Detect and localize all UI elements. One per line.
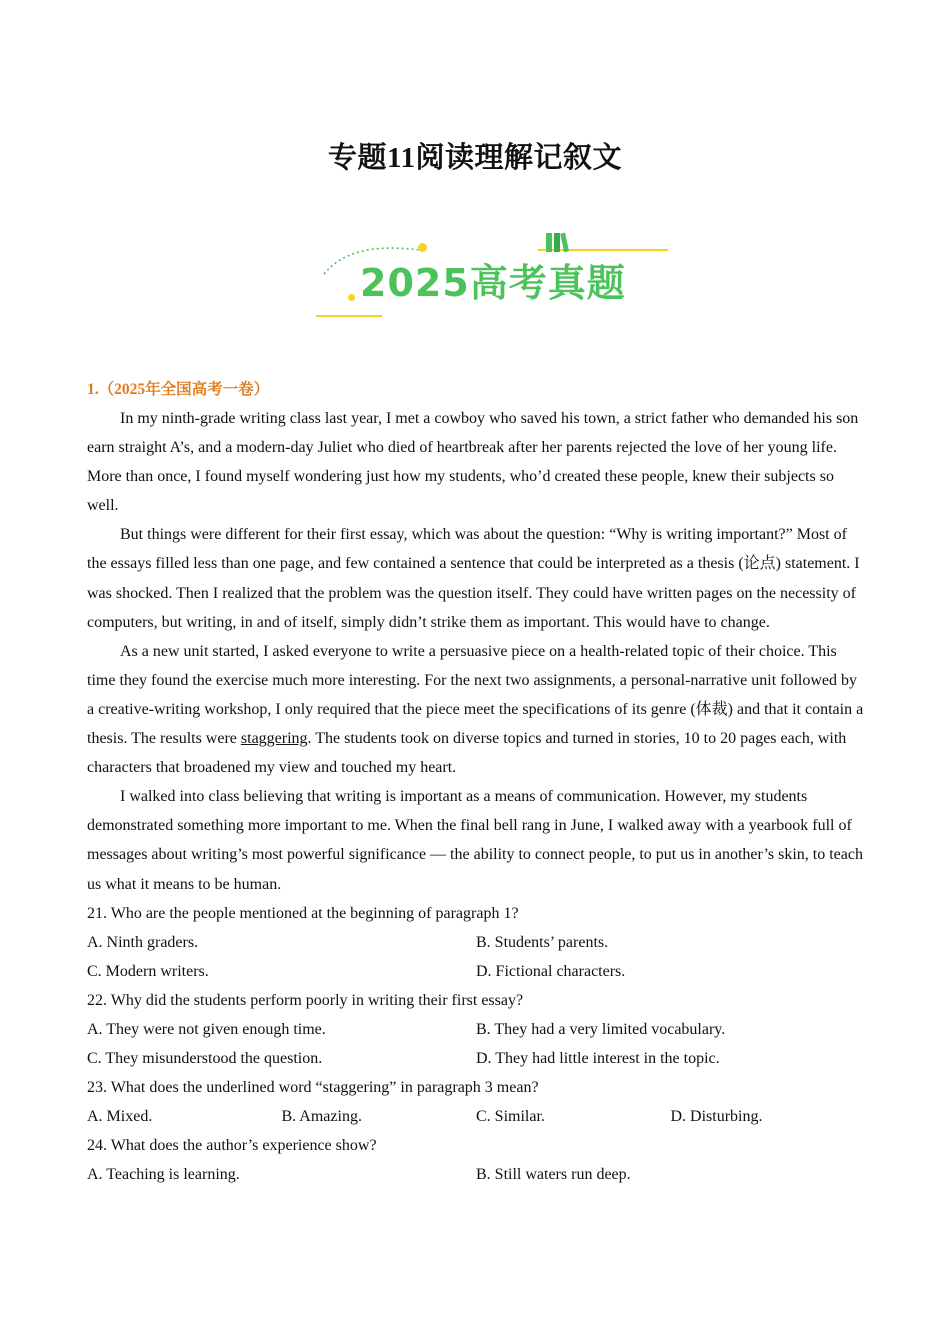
question-source: 1.（2025年全国高考一卷） [87,381,270,398]
option: B. Amazing. [281,1108,362,1126]
options-23-row [87,1102,865,1131]
question-22: 22. Why did the students perform poorly in writing their first essay? [87,991,524,1009]
books-icon [544,230,574,254]
option: D. Fictional characters. [476,962,626,980]
paragraph-3 [87,637,865,782]
options-21-row2 [87,957,865,986]
reading-section [87,375,865,1190]
options-21-row1 [87,928,865,957]
option: C. Modern writers. [87,962,209,980]
question-21: 21. Who are the people mentioned at the beginning of paragraph 1? [87,904,519,922]
option: B. Still waters run deep. [476,1166,631,1184]
question-23: 23. What does the underlined word “staggering” in paragraph 3 mean? [87,1079,539,1097]
yellow-dot-icon [348,294,355,301]
banner-text: 2025高考真题 [360,261,626,305]
paragraph-4: I walked into class believing that writing is important as a means of communication. However, my students demonstrated something more important to me. When the final bell rang in June, I walked away with a yearbook full of messages about writing’s most powerful significance — the ability to connect people, to put us in another’s skin, to teach us what it means to be human. [87,788,863,893]
option: D. They had little interest in the topic. [476,1050,720,1068]
option: C. They misunderstood the question. [87,1050,323,1068]
exam-banner [314,226,674,322]
paragraph-3-text-a: As a new unit started, I asked everyone to write a persuasive piece on a health-related topic of their choice. This time they found the exercise much more interesting. For the next two assignments, a personal-narrative unit followed by a creative-writing workshop, I only required that the piece meet the specifications of its genre (体裁) and that it contain a thesis. The results were [87,642,864,748]
option: C. Similar. [476,1108,545,1126]
option: A. Teaching is learning. [87,1166,240,1184]
paragraph-3-text-b: . The students took on diverse topics and turned in stories, 10 to 20 pages each, with characters that broadened my view and touched my heart. [87,730,847,777]
option: B. They had a very limited vocabulary. [476,1020,726,1038]
paragraph-1: In my ninth-grade writing class last year, I met a cowboy who saved his town, a strict father who demanded his son earn straight A’s, and a modern-day Juliet who died of heartbreak after her parents rejected the love of her young life. More than once, I found myself wondering just how my students, who’d created these people, knew their subjects so well. [87,410,859,515]
option: A. Mixed. [87,1108,153,1126]
yellow-dot-icon [418,243,427,252]
question-24: 24. What does the author’s experience show? [87,1137,377,1155]
options-22-row2 [87,1044,865,1073]
options-22-row1 [87,1015,865,1044]
document-title: 专题11阅读理解记叙文 [328,142,622,174]
underlined-word: staggering [240,730,308,748]
option: A. Ninth graders. [87,933,199,951]
options-24-row1 [87,1160,865,1189]
option: B. Students’ parents. [476,933,609,951]
option: A. They were not given enough time. [87,1020,326,1038]
paragraph-2: But things were different for their first essay, which was about the question: “Why is writing important?” Most of the essays filled less than one page, and few contained a sentence that could be interpreted as a thesis (论点) statement. I was shocked. Then I realized that the problem was the question itself. They could have written pages on the necessity of computers, but writing, in and of itself, simply didn’t strike them as important. This would have to change. [87,526,860,631]
banner-underline-bottom [316,315,382,317]
option: D. Disturbing. [670,1108,763,1126]
